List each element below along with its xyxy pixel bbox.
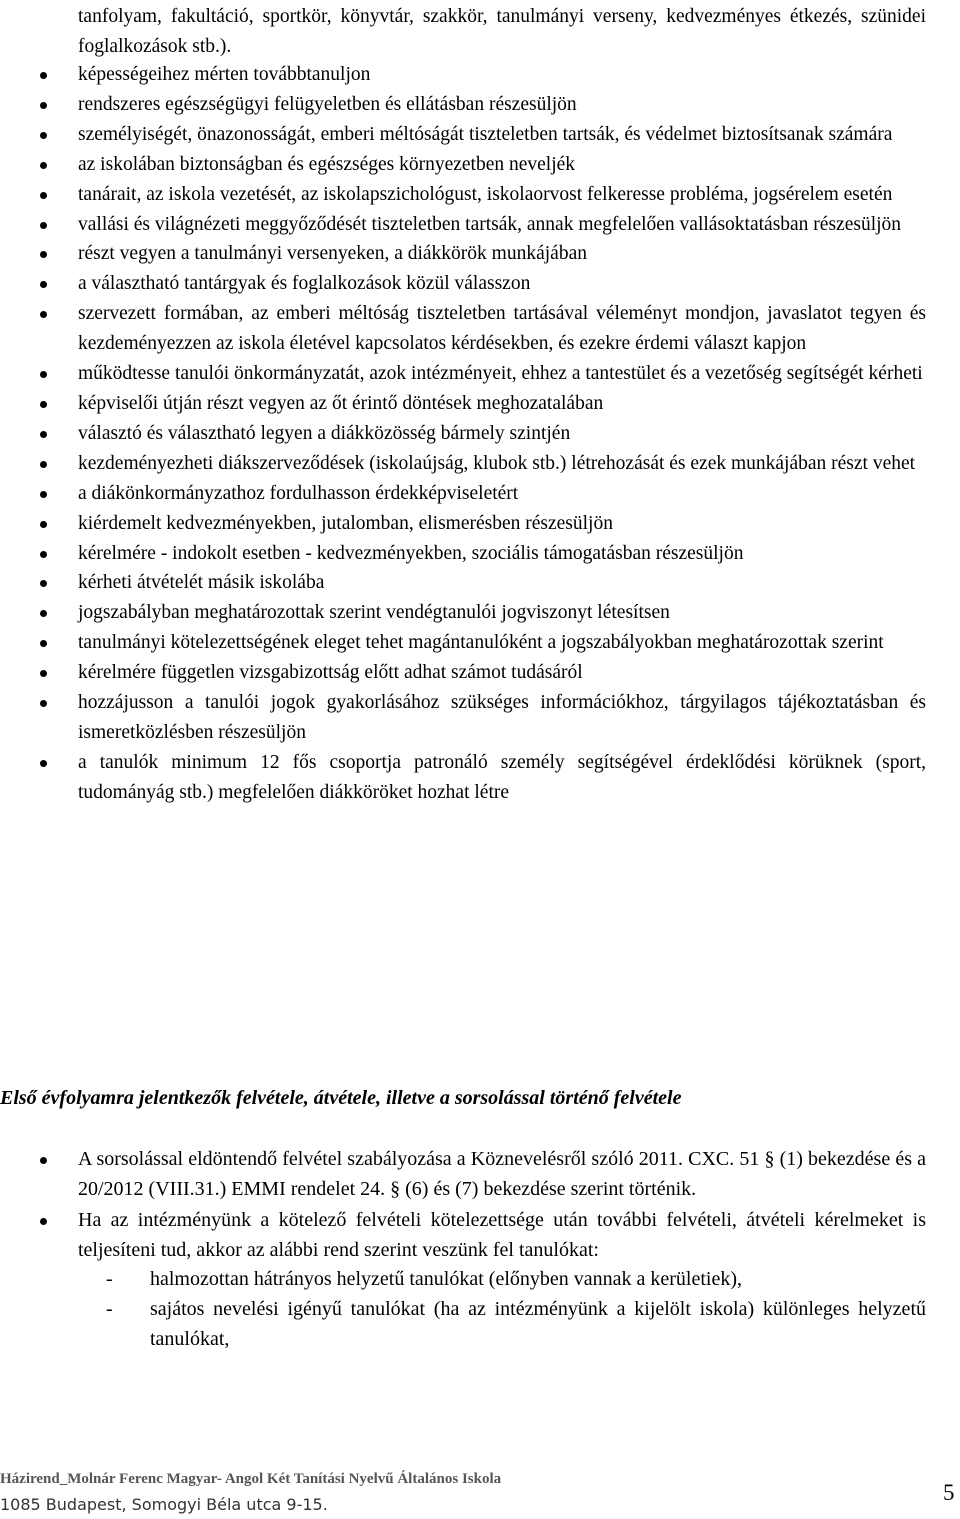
list-item: a diákönkormányzathoz fordulhasson érdekképviseletért	[0, 479, 926, 509]
list-item: szervezett formában, az emberi méltóság tiszteletben tartásával véleményt mondjon, javaslatot tegyen és kezdeményezzen az iskola életével kapcsolatos kérdésekben, és ezekre érdemi választ kapjon	[0, 299, 926, 359]
list-item: személyiségét, önazonosságát, emberi méltóságát tiszteletben tartsák, és védelmet biztosítsanak számára	[0, 120, 926, 150]
admission-item-lottery: A sorsolással eldöntendő felvétel szabályozása a Köznevelésről szóló 2011. CXC. 51 § (1) bekezdése és a 20/2012 (VIII.31.) EMMI rendelet 24. § (6) és (7) bekezdése szerint történik.	[0, 1145, 926, 1204]
list-item: tanulmányi kötelezettségének eleget tehet magántanulóként a jogszabályokban meghatározottak szerint	[0, 628, 926, 658]
sub-list-item	[78, 1295, 926, 1354]
list-item: a választható tantárgyak és foglalkozások közül válasszon	[0, 269, 926, 299]
footer-address: 1085 Budapest, Somogyi Béla utca 9-15.	[0, 1495, 328, 1514]
list-item: működtesse tanulói önkormányzatát, azok intézményeit, ehhez a tantestület és a vezetőség segítségét kérheti	[0, 359, 926, 389]
admission-sub-list	[78, 1265, 926, 1354]
list-item: az iskolában biztonságban és egészséges környezetben neveljék	[0, 150, 926, 180]
list-item: kérelmére - indokolt esetben - kedvezményekben, szociális támogatásban részesüljön	[0, 539, 926, 569]
footer-school-name: Házirend_Molnár Ferenc Magyar- Angol Két Tanítási Nyelvű Általános Iskola	[0, 1471, 502, 1487]
list-item: kezdeményezheti diákszerveződések (iskolaújság, klubok stb.) létrehozását és ezek munkájában részt vehet	[0, 449, 926, 479]
admission-list	[0, 1145, 960, 1356]
list-item: választó és választható legyen a diákközösség bármely szintjén	[0, 419, 926, 449]
admission-item-text: Ha az intézményünk a kötelező felvételi kötelezettsége után további felvételi, átvételi kérelmeket is teljesíteni tud, akkor az alábbi rend szerint veszünk fel tanulókat:	[78, 1209, 926, 1261]
list-item: kérheti átvételét másik iskolába	[0, 568, 926, 598]
student-rights-list	[0, 60, 960, 808]
section-heading: Első évfolyamra jelentkezők felvétele, átvétele, illetve a sorsolással történő felvétele	[0, 1087, 682, 1109]
list-item: a tanulók minimum 12 fős csoportja patronáló személy segítségével érdeklődési körüknek (sport, tudományág stb.) megfelelően diákköröket hozhat létre	[0, 748, 926, 808]
list-item: kiérdemelt kedvezményekben, jutalomban, elismerésben részesüljön	[0, 509, 926, 539]
list-item: jogszabályban meghatározottak szerint vendégtanulói jogviszonyt létesítsen	[0, 598, 926, 628]
list-item: tanárait, az iskola vezetését, az iskolapszichológust, iskolaorvost felkeresse probléma, jogsérelem esetén	[0, 180, 926, 210]
admission-item-order	[0, 1206, 926, 1354]
list-item: hozzájusson a tanulói jogok gyakorlásához szükséges információkhoz, tárgyilagos tájékoztatásban és ismeretközlésben részesüljön	[0, 688, 926, 748]
sub-list-item	[78, 1265, 926, 1295]
page-number: 5	[943, 1480, 955, 1505]
dash-marker: -	[106, 1268, 113, 1291]
sub-list-item-text: sajátos nevelési igényű tanulókat (ha az intézményünk a kijelölt iskola) különleges helyzetű tanulókat,	[150, 1297, 926, 1350]
dash-marker: -	[106, 1297, 113, 1320]
list-item: képességeihez mérten továbbtanuljon	[0, 60, 926, 90]
list-item: vallási és világnézeti meggyőződését tiszteletben tartsák, annak megfelelően vallásoktatásban részesüljön	[0, 210, 926, 240]
sub-list-item-text: halmozottan hátrányos helyzetű tanulókat (előnyben vannak a kerületiek),	[150, 1268, 743, 1291]
list-item: képviselői útján részt vegyen az őt érintő döntések meghozatalában	[0, 389, 926, 419]
list-item: kérelmére független vizsgabizottság előtt adhat számot tudásáról	[0, 658, 926, 688]
list-item: rendszeres egészségügyi felügyeletben és ellátásban részesüljön	[0, 90, 926, 120]
continuation-paragraph: tanfolyam, fakultáció, sportkör, könyvtár, szakkör, tanulmányi verseny, kedvezményes étkezés, szünidei foglalkozások stb.).	[78, 6, 926, 57]
list-item: részt vegyen a tanulmányi versenyeken, a diákkörök munkájában	[0, 239, 926, 269]
